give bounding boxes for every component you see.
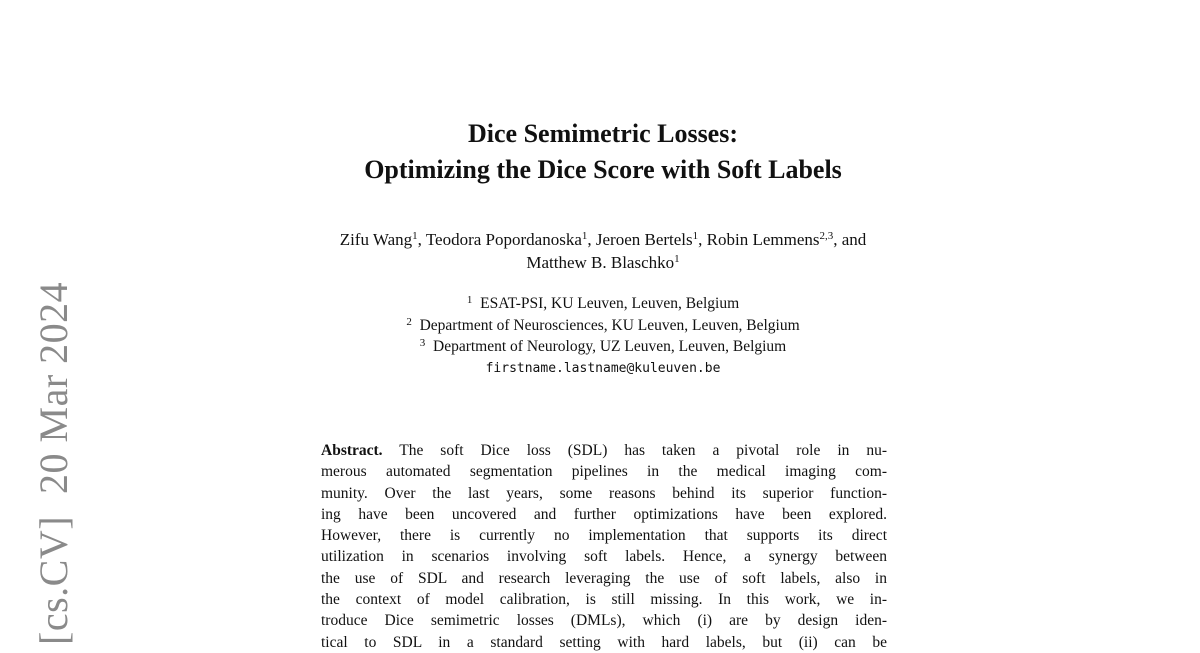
abstract-line: munity. Over the last years, some reasons behind its superior function- bbox=[321, 484, 887, 502]
title-line-1: Dice Semimetric Losses: bbox=[467, 119, 739, 148]
affiliation-mark: 3 bbox=[419, 337, 426, 349]
abstract-line-text: The soft Dice loss (SDL) has taken a pivotal role in nu- bbox=[399, 442, 887, 459]
paper-title bbox=[0, 116, 1200, 188]
author-list bbox=[0, 228, 1200, 274]
arxiv-date: 20 Mar 2024 bbox=[31, 281, 76, 494]
author-affiliation-mark: 1 bbox=[412, 230, 418, 242]
author-name: Matthew B. Blaschko bbox=[526, 253, 675, 272]
affiliation-line bbox=[0, 315, 1200, 337]
author-affiliation-mark: 1 bbox=[692, 230, 699, 242]
author-name: Jeroen Bertels bbox=[595, 230, 693, 249]
abstract-line: ing have been uncovered and further optimizations have been explored. bbox=[321, 505, 887, 523]
affiliation-mark: 1 bbox=[466, 294, 473, 306]
abstract-line: the use of SDL and research leveraging the use of soft labels, also in bbox=[321, 569, 887, 587]
affiliation-mark: 2 bbox=[406, 315, 412, 328]
abstract-line: However, there is currently no implementation that supports its direct bbox=[321, 527, 887, 545]
author-name: Robin Lemmens bbox=[706, 230, 820, 249]
author-affiliation-mark: 1 bbox=[674, 253, 680, 265]
author-name: Teodora Popordanoska bbox=[425, 230, 582, 249]
abstract-label: Abstract. bbox=[321, 442, 383, 459]
affiliation-line bbox=[0, 336, 1200, 358]
affiliations bbox=[0, 293, 1200, 379]
author-affiliation-mark: 2,3 bbox=[819, 230, 834, 242]
abstract-line: utilization in scenarios involving soft labels. Hence, a synergy between bbox=[321, 548, 887, 566]
affiliation-line bbox=[0, 293, 1200, 315]
title-line-2: Optimizing the Dice Score with Soft Labels bbox=[364, 155, 842, 184]
author-line-2 bbox=[0, 251, 1200, 274]
abstract-line: merous automated segmentation pipelines in the medical imaging com- bbox=[321, 463, 887, 481]
affiliation-text: Department of Neurology, UZ Leuven, Leuven, Belgium bbox=[433, 338, 787, 355]
affiliation-text: Department of Neurosciences, KU Leuven, Leuven, Belgium bbox=[419, 316, 800, 334]
abstract-line bbox=[321, 440, 887, 461]
abstract bbox=[321, 440, 887, 653]
abstract-line: tical to SDL in a standard setting with hard labels, but (ii) can be bbox=[321, 633, 887, 651]
author-line-1: Zifu Wang$^1$, Teodora Popordanoska$^1$, Jeroen Bertels$^1$, Robin Lemmens$^{2,3}$, and bbox=[339, 230, 867, 249]
author-name: Zifu Wang bbox=[339, 230, 413, 249]
and-word: and bbox=[841, 230, 867, 249]
author-email: firstname.lastname@kuleuven.be bbox=[485, 360, 721, 376]
abstract-line: troduce Dice semimetric losses (DMLs), which (i) are by design iden- bbox=[321, 612, 887, 630]
affiliation-text: ESAT-PSI, KU Leuven, Leuven, Belgium bbox=[480, 295, 740, 312]
arxiv-category: [cs.CV] bbox=[31, 515, 76, 645]
abstract-line: the context of model calibration, is still missing. In this work, we in- bbox=[321, 591, 887, 609]
author-affiliation-mark: 1 bbox=[581, 230, 588, 242]
